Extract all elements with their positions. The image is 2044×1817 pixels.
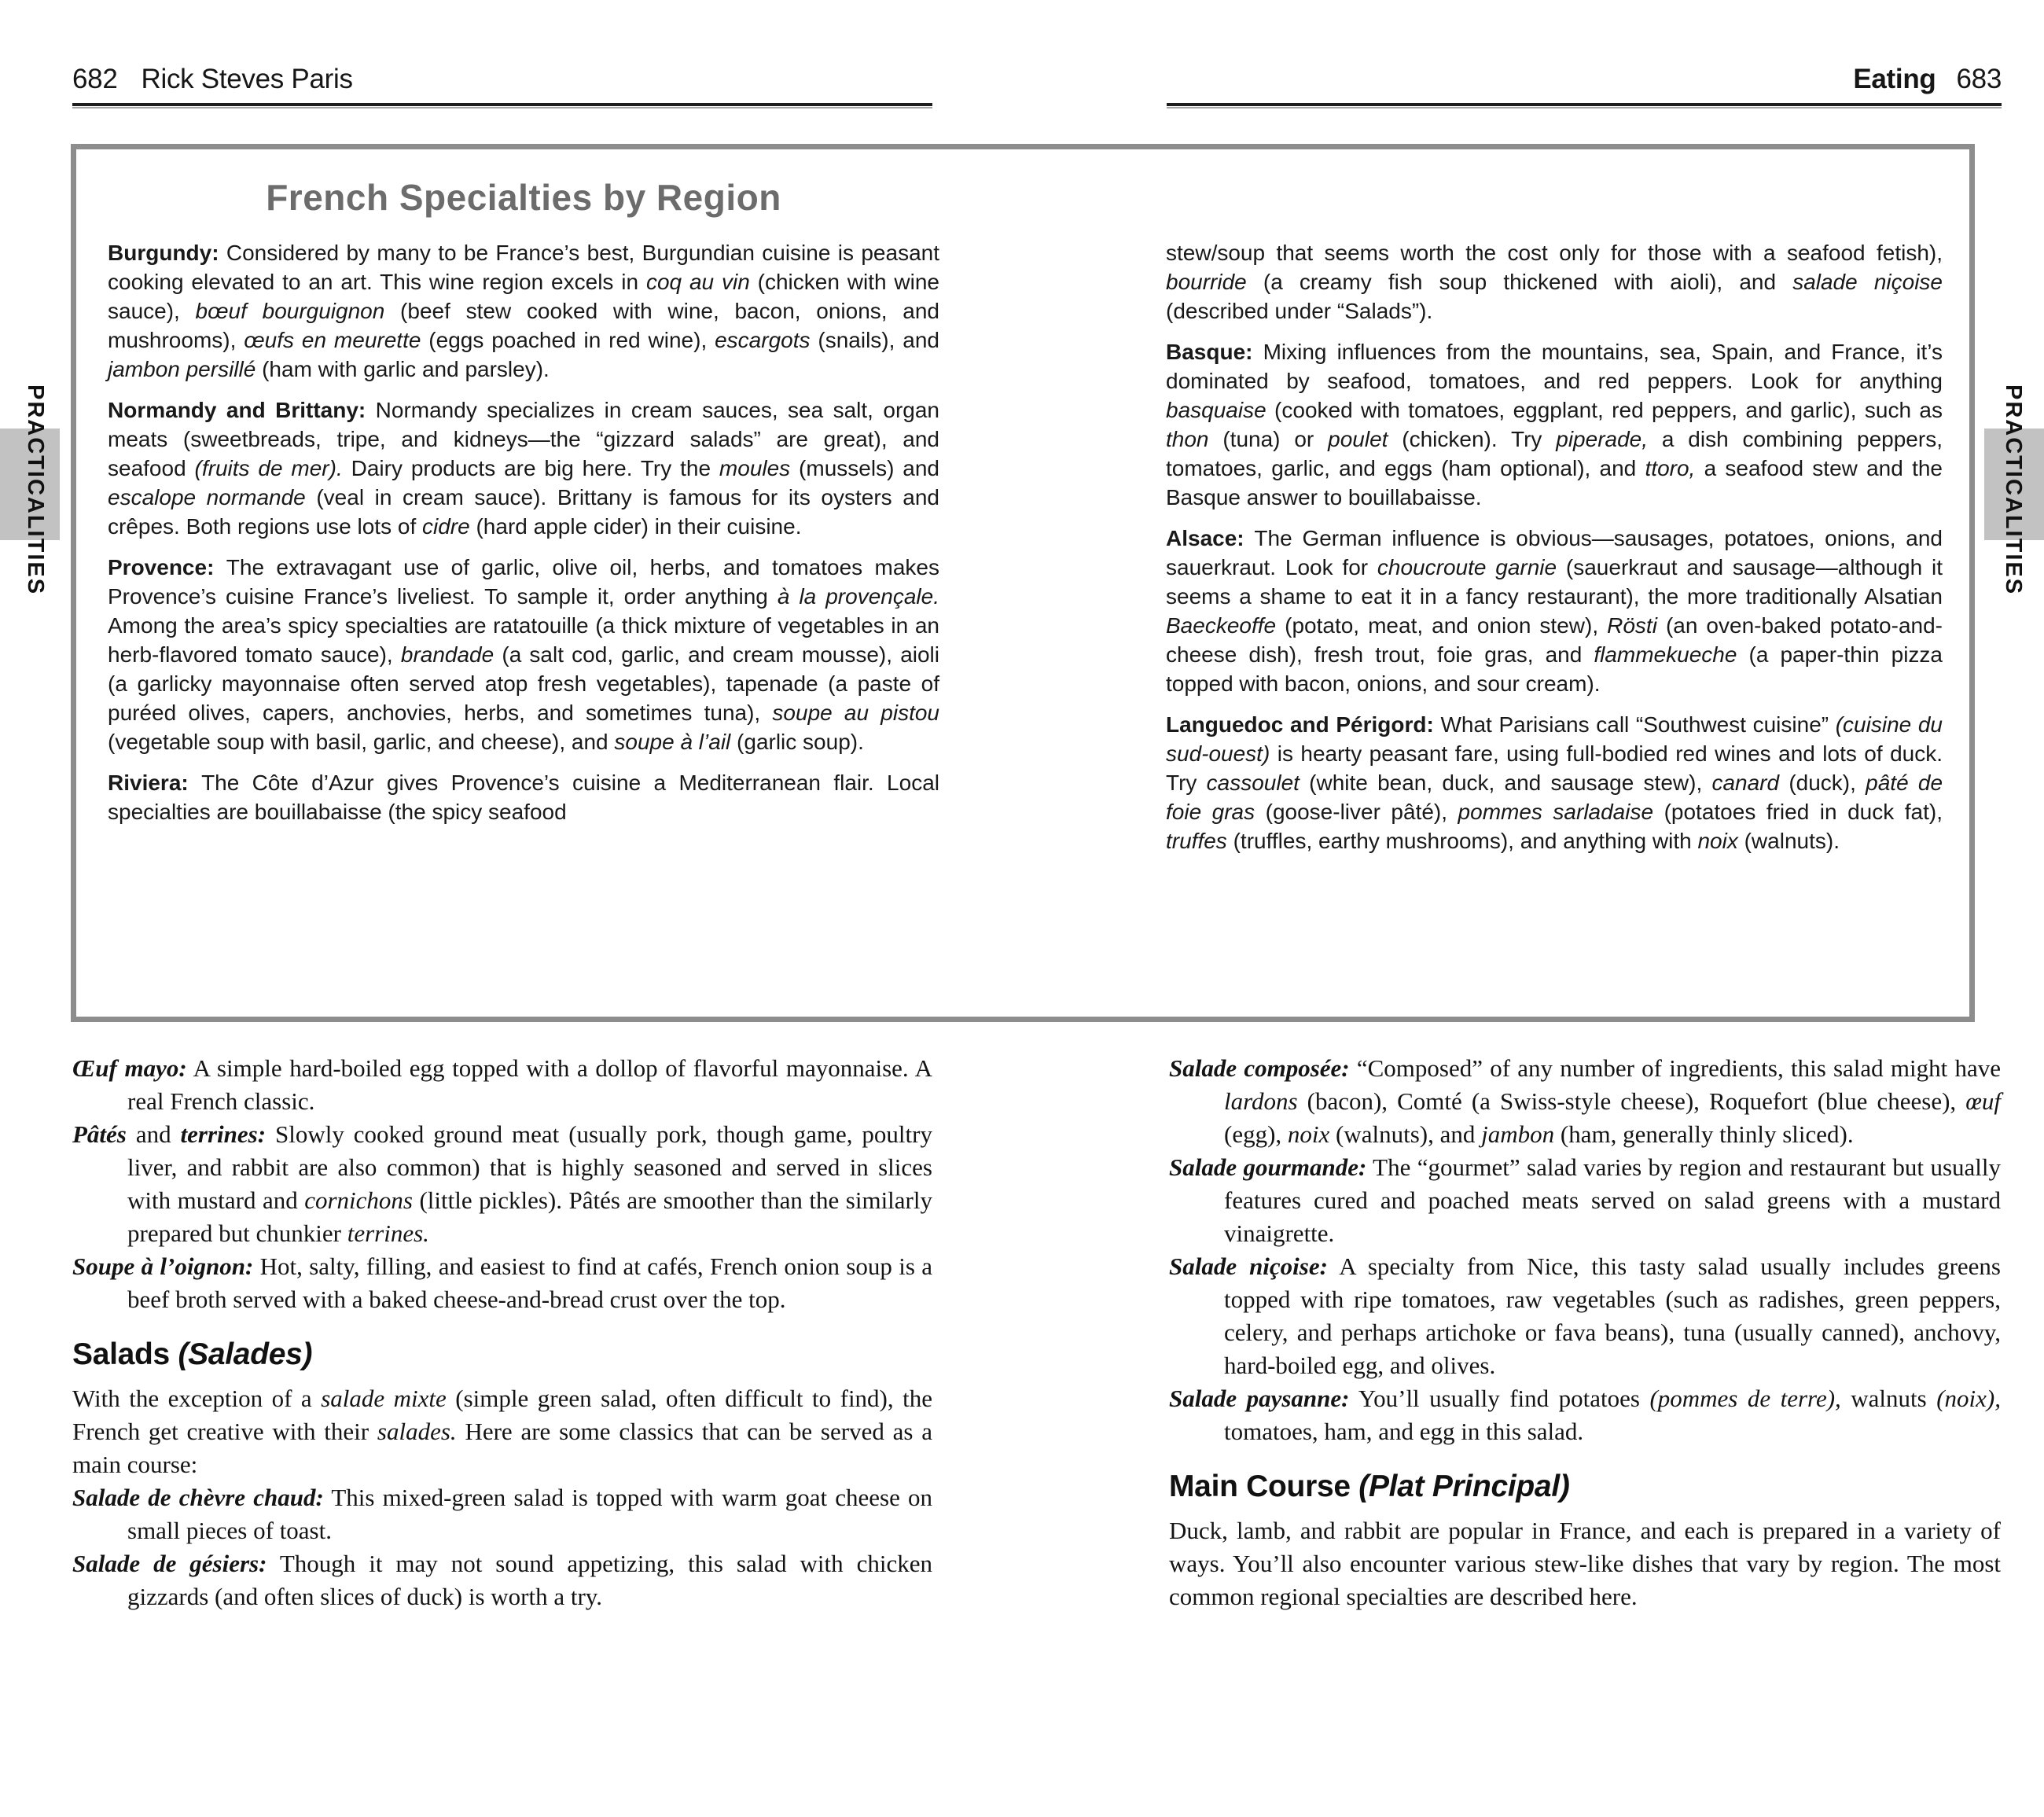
text-run: Pâtés	[72, 1120, 127, 1148]
right-page-number: 683	[1956, 64, 2002, 94]
text-run: (snails), and	[810, 328, 939, 352]
text-run: “Composed” of any number of ingredients, this salad might have	[1349, 1054, 2001, 1082]
text-run: Main Course	[1169, 1469, 1359, 1503]
text-run: Salade de gésiers:	[72, 1550, 267, 1577]
text-run: tomatoes, ham, and egg in this salad.	[1224, 1418, 1584, 1445]
text-run: jambon	[1481, 1120, 1555, 1148]
text-run: (fruits de mer).	[194, 456, 343, 480]
text-run: stew/soup that seems worth the cost only for those with a seafood fetish),	[1166, 241, 1943, 265]
left-practicalities-tab: PRACTICALITIES	[23, 384, 48, 596]
text-run: The extravagant use of garlic, olive oil, herbs, and tomatoes makes Provence’s cuisine France’s liveliest. To sample it, order anything	[108, 555, 940, 609]
box-title: French Specialties by Region	[266, 177, 781, 218]
text-run: (eggs poached in red wine),	[421, 328, 715, 352]
text-run: (duck),	[1779, 771, 1866, 795]
text-run: (pommes de terre),	[1649, 1385, 1841, 1412]
text-run: Though it may not sound appetizing, this salad with chicken gizzards (and often slices of duck) is worth a try.	[127, 1550, 932, 1610]
text-run: (hard apple cider) in their cuisine.	[469, 514, 802, 539]
box-paragraph	[108, 238, 939, 384]
text-run: Baeckeoffe	[1166, 613, 1277, 638]
box-paragraph	[108, 395, 939, 541]
text-run: a seafood stew and the Basque answer to bouillabaisse.	[1166, 456, 1943, 509]
text-run: is hearty peasant fare, using full-bodied red wines and lots of duck. Try	[1166, 741, 1943, 795]
text-run: coq au vin	[645, 270, 750, 294]
text-run: (cooked with tomatoes, eggplant, red peppers, and garlic), such as	[1266, 398, 1943, 422]
text-run: Salade niçoise:	[1169, 1252, 1328, 1280]
text-run: salade mixte	[321, 1385, 447, 1412]
text-run: Normandy specializes in cream sauces, sea salt, organ meats (sweetbreads, tripe, and kidneys—the “gizzard salads” are great), and seafood	[108, 398, 939, 480]
text-run: (white bean, duck, and sausage stew),	[1299, 771, 1712, 795]
text-run: (tuna) or	[1208, 427, 1329, 451]
text-run: soupe à l’ail	[614, 730, 731, 754]
text-run: canard	[1711, 771, 1780, 795]
box-paragraph	[108, 553, 939, 756]
text-run: brandade	[400, 642, 494, 667]
text-run: (walnuts).	[1737, 829, 1840, 853]
text-run: Basque:	[1166, 340, 1263, 364]
text-run: terrines.	[347, 1219, 429, 1247]
text-run: terrines:	[180, 1120, 267, 1148]
text-run: The German influence is obvious—sausages, potatoes, onions, and sauerkraut. Look for	[1166, 526, 1943, 579]
text-run: Slowly cooked ground meat (usually pork, though game, poultry liver, and rabbit are also common) that is highly seasoned and served in slices with mustard and	[127, 1120, 932, 1214]
glossary-entry	[1169, 1052, 2001, 1151]
text-run: escargots	[715, 328, 811, 352]
text-run: à la provençale.	[777, 584, 939, 609]
glossary-entry	[1169, 1151, 2001, 1250]
text-run: pommes sarladaise	[1458, 800, 1654, 824]
text-run: œuf	[1965, 1087, 2001, 1115]
text-run: a dish combining peppers, tomatoes, garlic, and eggs (ham optional), and	[1166, 427, 1943, 480]
right-page-header	[1167, 64, 2002, 94]
right-header-rule	[1167, 103, 2002, 109]
box-right-column	[1166, 238, 1943, 867]
text-run: Burgundy:	[108, 241, 226, 265]
text-run: (an oven-baked potato-and-cheese dish), fresh trout, foie gras, and	[1166, 613, 1943, 667]
text-run: œufs en meurette	[244, 328, 421, 352]
glossary-entry	[72, 1250, 932, 1316]
text-run: (Salades)	[178, 1337, 313, 1371]
text-run: A simple hard-boiled egg topped with a dollop of flavorful mayonnaise. A real French classic.	[127, 1054, 932, 1115]
text-run: What Parisians call “Southwest cuisine”	[1440, 712, 1836, 737]
book-title: Rick Steves Paris	[141, 64, 353, 94]
text-run: (truffles, earthy mushrooms), and anything with	[1226, 829, 1698, 853]
text-run: (described under “Salads”).	[1166, 299, 1433, 323]
text-run: cornichons	[304, 1186, 413, 1214]
text-run: Œuf mayo:	[72, 1054, 187, 1082]
box-left-column	[108, 238, 939, 838]
text-run: piperade,	[1556, 427, 1649, 451]
text-run: (a paper-thin pizza topped with bacon, onions, and sour cream).	[1166, 642, 1943, 696]
text-run: (egg),	[1224, 1120, 1288, 1148]
text-run: (a creamy fish soup thickened with aioli), and	[1246, 270, 1793, 294]
text-run: poulet	[1328, 427, 1388, 451]
text-run: Salade composée:	[1169, 1054, 1350, 1082]
right-practicalities-tab: PRACTICALITIES	[2001, 384, 2026, 596]
text-run: (simple green salad, often difficult to find), the French get creative with their	[72, 1385, 932, 1445]
text-run: choucroute garnie	[1377, 555, 1557, 579]
text-run: (Plat Principal)	[1358, 1469, 1570, 1503]
left-header-rule	[72, 103, 932, 109]
text-run: lardons	[1224, 1087, 1298, 1115]
text-run: Hot, salty, filling, and easiest to find at cafés, French onion soup is a beef broth served with a baked cheese-and-bread crust over the top.	[127, 1252, 932, 1313]
text-run: bœuf bourguignon	[195, 299, 385, 323]
text-run: You’ll usually find potatoes	[1349, 1385, 1650, 1412]
box-paragraph	[1166, 710, 1943, 855]
text-run: (mussels) and	[790, 456, 939, 480]
text-run: escalope normande	[108, 485, 306, 509]
text-run: (veal in cream sauce). Brittany is famous for its oysters and crêpes. Both regions use lots of	[108, 485, 939, 539]
text-run: The Côte d’Azur gives Provence’s cuisine a Mediterranean flair. Local specialties are bouillabaisse (the spicy seafood	[108, 771, 939, 824]
text-run: (chicken). Try	[1388, 427, 1557, 451]
text-run: moules	[719, 456, 791, 480]
text-run: Provence:	[108, 555, 226, 579]
section-heading	[1169, 1469, 2001, 1505]
text-run: (noix),	[1936, 1385, 2001, 1412]
glossary-entry	[72, 1547, 932, 1613]
text-run: Alsace:	[1166, 526, 1255, 550]
text-run: Salads	[72, 1337, 178, 1371]
glossary-entry	[1169, 1382, 2001, 1448]
text-run: Dairy products are big here. Try the	[342, 456, 719, 480]
text-run: ttoro,	[1645, 456, 1696, 480]
text-run: Salade de chèvre chaud:	[72, 1484, 324, 1511]
text-run: (chicken with wine sauce),	[108, 270, 940, 323]
left-page-number: 682	[72, 64, 118, 94]
text-run: Salade gourmande:	[1169, 1153, 1367, 1181]
text-run: walnuts	[1840, 1385, 1937, 1412]
text-run: (a salt cod, garlic, and cream mousse), aioli (a garlicky mayonnaise often served atop fresh vegetables), tapenade (a paste of puréed olives, capers, anchovies, herbs, and sometimes tuna),	[108, 642, 939, 725]
specialties-box	[71, 144, 1975, 1022]
text-run: (garlic soup).	[730, 730, 864, 754]
body-right-column	[1169, 1052, 2001, 1613]
text-run: (vegetable soup with basil, garlic, and cheese), and	[108, 730, 615, 754]
text-run: (ham, generally thinly sliced).	[1554, 1120, 1854, 1148]
text-run: salade niçoise	[1792, 270, 1943, 294]
text-run: (beef stew cooked with wine, bacon, onions, and mushrooms),	[108, 299, 940, 352]
text-run: The “gourmet” salad varies by region and restaurant but usually features cured and poached meats served on salad greens with a mustard vinaigrette.	[1224, 1153, 2001, 1247]
glossary-entry	[1169, 1514, 2001, 1613]
box-paragraph	[108, 768, 939, 826]
text-run: and	[126, 1120, 181, 1148]
text-run: (bacon), Comté (a Swiss-style cheese), Roquefort (blue cheese),	[1297, 1087, 1966, 1115]
text-run: With the exception of a	[72, 1385, 322, 1412]
text-run: This mixed-green salad is topped with warm goat cheese on small pieces of toast.	[127, 1484, 932, 1544]
text-run: (little pickles). Pâtés are smoother than the similarly prepared but chunkier	[127, 1186, 932, 1247]
text-run: cidre	[422, 514, 470, 539]
text-run: salades.	[377, 1418, 457, 1445]
glossary-entry	[72, 1382, 932, 1481]
text-run: cassoulet	[1206, 771, 1300, 795]
section-heading	[72, 1337, 932, 1373]
text-run: Rösti	[1607, 613, 1657, 638]
box-paragraph	[1166, 337, 1943, 512]
glossary-entry	[72, 1481, 932, 1547]
text-run: Among the area’s spicy specialties are ratatouille (a thick mixture of vegetables in an herb-flavored tomato sauce),	[108, 613, 939, 667]
text-run: soupe au pistou	[772, 701, 939, 725]
glossary-entry	[72, 1052, 932, 1118]
text-run: Soupe à l’oignon:	[72, 1252, 254, 1280]
text-run: Riviera:	[108, 771, 202, 795]
text-run: (potatoes fried in duck fat),	[1653, 800, 1943, 824]
text-run: (walnuts), and	[1329, 1120, 1482, 1148]
text-run: (ham with garlic and parsley).	[256, 357, 550, 381]
text-run: A specialty from Nice, this tasty salad usually includes greens topped with ripe tomatoes, raw vegetables (such as radishes, green peppers, celery, and perhaps artichoke or fava beans), tuna (usually canned), anchovy, hard-boiled egg, and olives.	[1224, 1252, 2001, 1379]
text-run: flammekueche	[1594, 642, 1737, 667]
text-run: jambon persillé	[108, 357, 256, 381]
text-run: noix	[1697, 829, 1738, 853]
text-run: (sauerkraut and sausage—although it seems a shame to eat it in a fancy restaurant), the more traditionally Alsatian	[1166, 555, 1943, 609]
text-run: Duck, lamb, and rabbit are popular in France, and each is prepared in a variety of ways. You’ll also encounter various stew-like dishes that vary by region. The most common regional specialties are described here.	[1169, 1517, 2001, 1610]
text-run: Here are some classics that can be served as a main course:	[72, 1418, 932, 1478]
text-run: Considered by many to be France’s best, Burgundian cuisine is peasant cooking elevated to an art. This wine region excels in	[108, 241, 939, 294]
chapter-title: Eating	[1853, 64, 1936, 94]
text-run: Languedoc and Périgord:	[1166, 712, 1441, 737]
text-run: thon	[1166, 427, 1209, 451]
text-run: Normandy and Brittany:	[108, 398, 376, 422]
text-run: (potato, meat, and onion stew),	[1276, 613, 1608, 638]
left-page-header	[72, 64, 932, 94]
body-left-column	[72, 1052, 932, 1613]
text-run: (cuisine du sud-ouest)	[1166, 712, 1943, 766]
text-run: bourride	[1166, 270, 1247, 294]
glossary-entry	[1169, 1250, 2001, 1382]
box-paragraph	[1166, 238, 1943, 326]
text-run: pâté de foie gras	[1166, 771, 1943, 824]
text-run: basquaise	[1166, 398, 1266, 422]
text-run: Mixing influences from the mountains, sea, Spain, and France, it’s dominated by seafood, tomatoes, and red peppers. Look for anything	[1166, 340, 1943, 393]
box-paragraph	[1166, 524, 1943, 698]
text-run: noix	[1287, 1120, 1330, 1148]
text-run: truffes	[1166, 829, 1227, 853]
text-run: Salade paysanne:	[1169, 1385, 1350, 1412]
glossary-entry	[72, 1118, 932, 1250]
text-run: (goose-liver pâté),	[1255, 800, 1458, 824]
